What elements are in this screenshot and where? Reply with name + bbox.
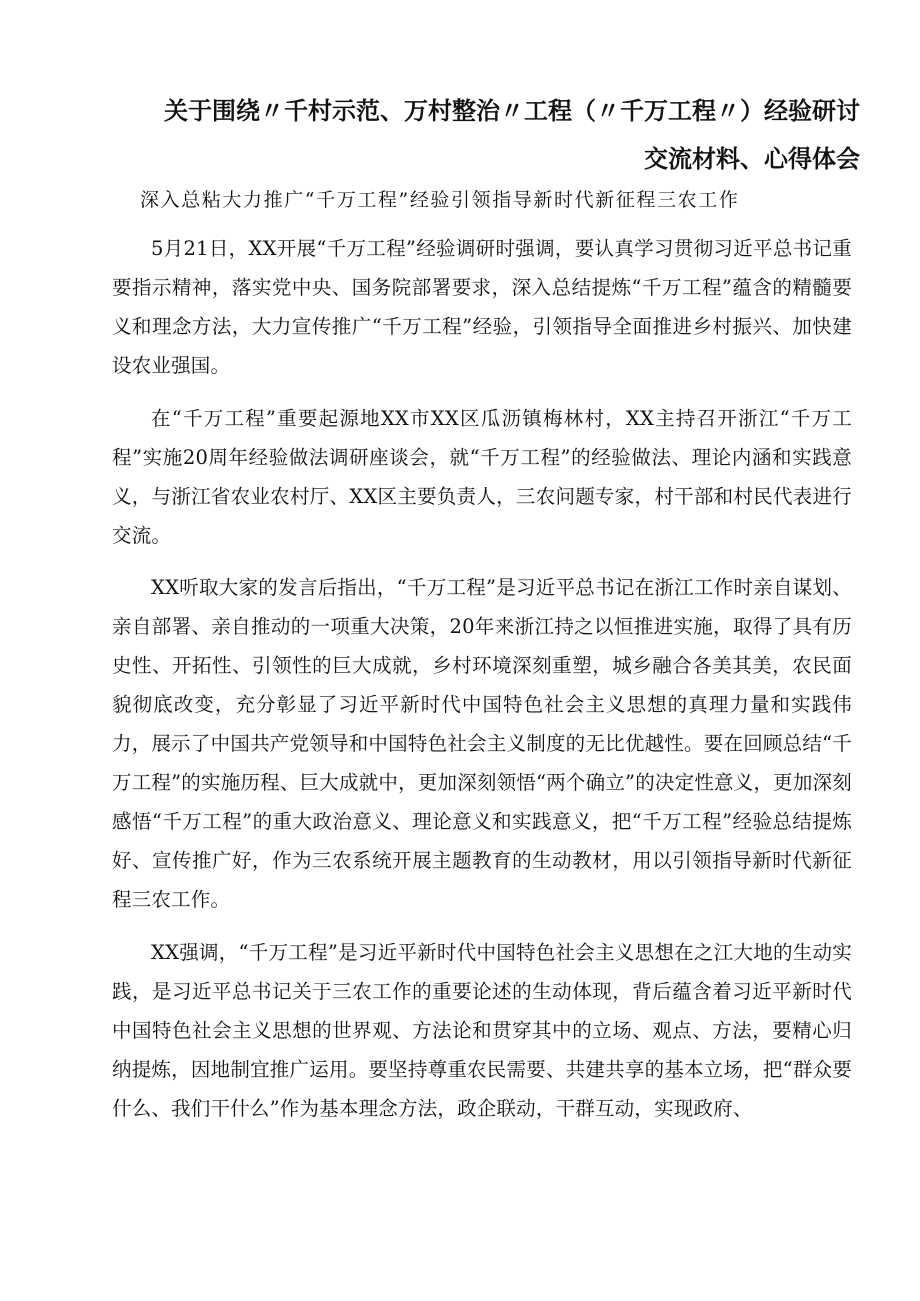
paragraph-2: 在“千万工程”重要起源地XX市XX区瓜沥镇梅林村，XX主持召开浙江“千万工程”实施20周年经验做法调研座谈会，就“千万工程”的经验做法、理论内涵和实践意义，与浙江省农业农村厅、XX区主要负责人，三农问题专家，村干部和村民代表进行交流。 [112,406,852,547]
paragraph-1: 5月21日，XX开展“千万工程”经验调研时强调，要认真学习贯彻习近平总书记重要指示精神，落实党中央、国务院部署要求，深入总结提炼“千万工程”蕴含的精髓要义和理念方法，大力宣传推广“千万工程”经验，引领指导全面推进乡村振兴、加快建设农业强国。 [112,237,852,377]
document-subtitle: 深入总粘大力推广“千万工程”经验引领指导新时代新征程三农工作 [140,189,740,211]
document-title-line-1: 关于围绕〃千村示范、万村整治〃工程（〃千万工程〃）经验研讨 [164,97,860,125]
paragraph-3: XX听取大家的发言后指出，“千万工程”是习近平总书记在浙江工作时亲自谋划、亲自部署、亲自推动的一项重大决策，20年来浙江持之以恒推进实施，取得了具有历史性、开拓性、引领性的巨大成就，乡村环境深刻重塑，城乡融合各美其美，农民面貌彻底改变，充分彰显了习近平新时代中国特色社会主义思想的真理力量和实践伟力，展示了中国共产党领导和中国特色社会主义制度的无比优越性。要在回顾总结“千万工程”的实施历程、巨大成就中，更加深刻领悟“两个确立”的决定性意义，更加深刻感悟“千万工程”的重大政治意义、理论意义和实践意义，把“千万工程”经验总结提炼好、宣传推广好，作为三农系统开展主题教育的生动教材，用以引领指导新时代新征程三农工作。 [112,576,852,911]
document-title-line-2: 交流材料、心得体会 [644,145,860,173]
document-body [112,229,852,1141]
paragraph-4: XX强调，“千万工程”是习近平新时代中国特色社会主义思想在之江大地的生动实践，是习近平总书记关于三农工作的重要论述的生动体现，背后蕴含着习近平新时代中国特色社会主义思想的世界观、方法论和贯穿其中的立场、观点、方法，要精心归纳提炼，因地制宜推广运用。要坚持尊重农民需要、共建共享的基本立场，把“群众要什么、我们干什么”作为基本理念方法，政企联动，干群互动，实现政府、 [112,940,852,1120]
